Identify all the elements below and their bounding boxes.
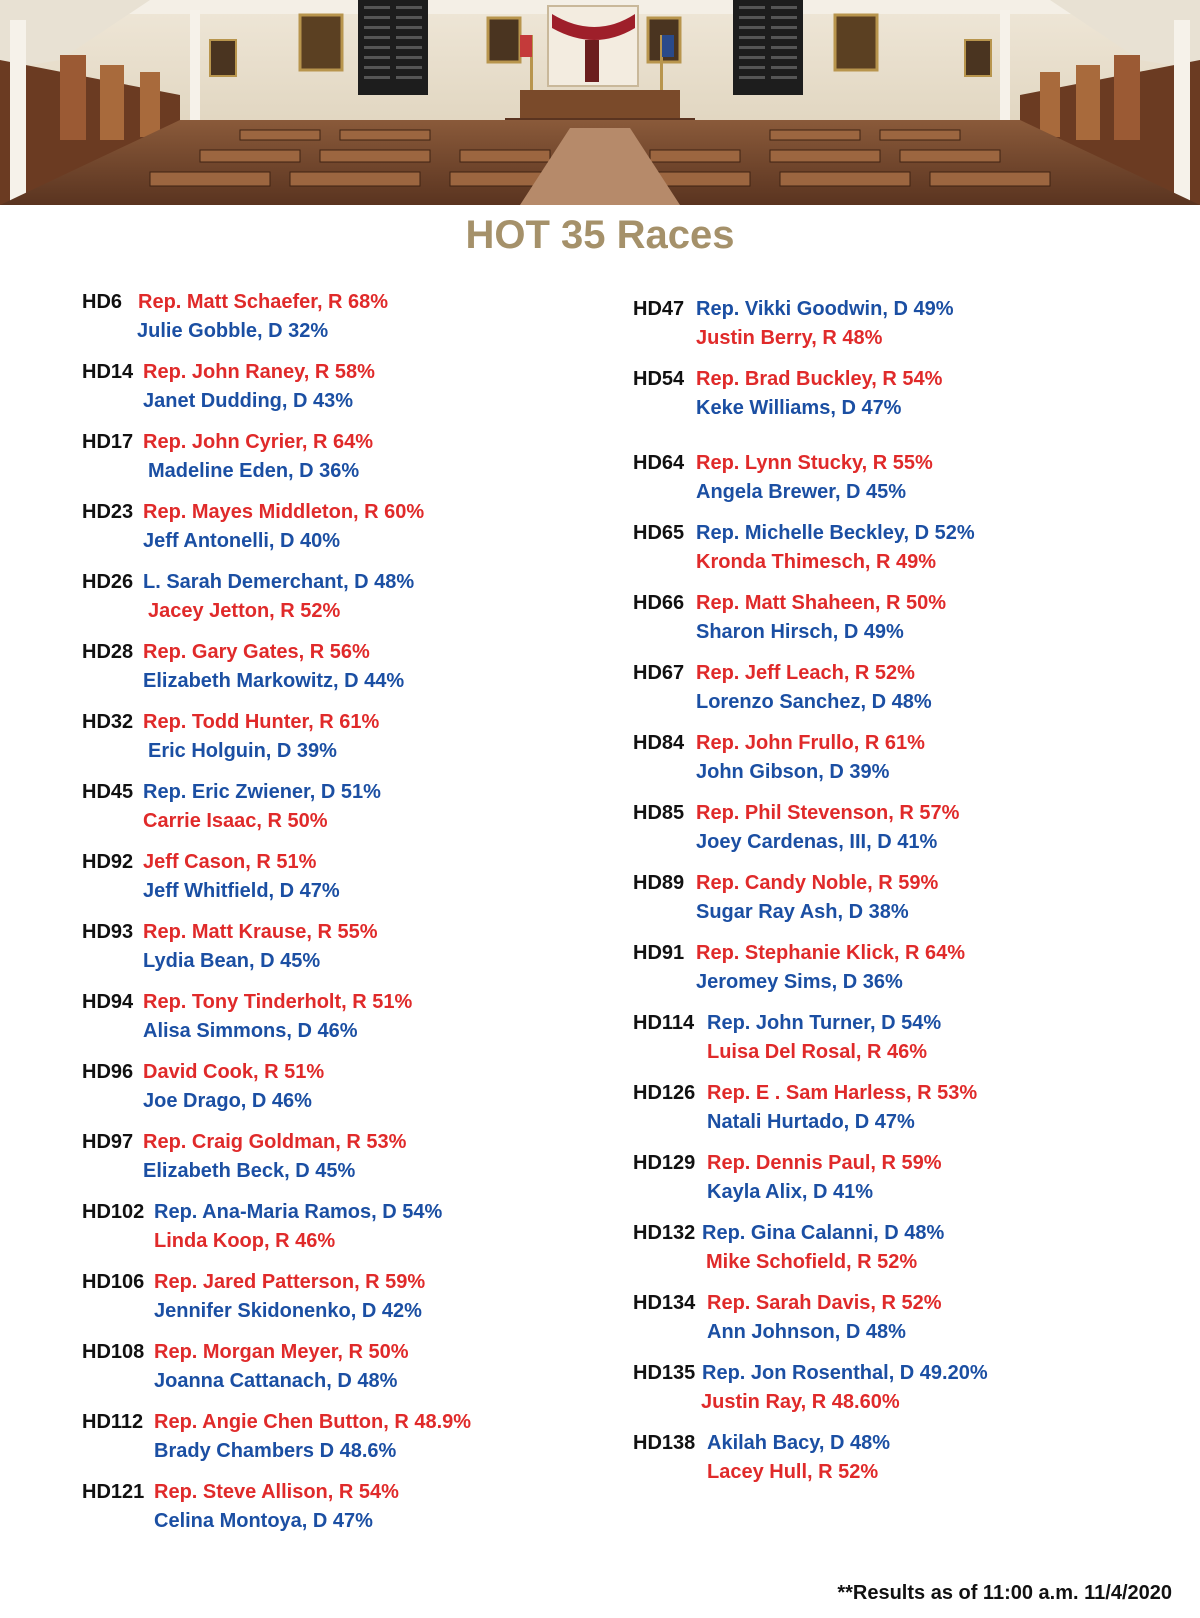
candidate-result: Rep. Morgan Meyer, R 50% — [154, 1341, 409, 1363]
district-label: HD45 — [82, 781, 134, 803]
race-block — [82, 358, 471, 416]
candidate-result: Jacey Jetton, R 52% — [148, 600, 341, 622]
race-block — [82, 568, 471, 626]
candidate-result: Angela Brewer, D 45% — [696, 481, 907, 503]
candidate-result: Rep. Eric Zwiener, D 51% — [143, 781, 381, 803]
candidate-result: Rep. Matt Krause, R 55% — [143, 921, 378, 943]
district-label: HD96 — [82, 1061, 134, 1083]
district-label: HD6 — [82, 291, 123, 313]
candidate-result: Rep. Matt Schaefer, R 68% — [138, 291, 389, 313]
candidate-result: Rep. Jeff Leach, R 52% — [696, 662, 915, 684]
race-block — [82, 638, 471, 696]
race-block — [82, 288, 471, 346]
candidate-result: Joey Cardenas, III, D 41% — [696, 831, 938, 853]
district-label: HD121 — [82, 1481, 145, 1503]
candidate-result: Kayla Alix, D 41% — [707, 1181, 874, 1203]
candidate-result: Luisa Del Rosal, R 46% — [707, 1041, 928, 1063]
candidate-result: Rep. Candy Noble, R 59% — [696, 872, 939, 894]
race-block — [82, 708, 471, 766]
district-label: HD94 — [82, 991, 134, 1013]
district-label: HD108 — [82, 1341, 145, 1363]
candidate-result: Joe Drago, D 46% — [143, 1090, 312, 1112]
race-block — [633, 1429, 988, 1487]
race-block — [633, 659, 988, 717]
race-block — [82, 1408, 471, 1466]
candidate-result: Brady Chambers D 48.6% — [154, 1440, 397, 1462]
candidate-result: Kronda Thimesch, R 49% — [696, 551, 937, 573]
candidate-result: Rep. Sarah Davis, R 52% — [707, 1292, 942, 1314]
race-block — [82, 918, 471, 976]
page-title: HOT 35 Races — [465, 213, 735, 257]
candidate-result: Rep. E . Sam Harless, R 53% — [707, 1082, 978, 1104]
race-block — [82, 1128, 471, 1186]
district-label: HD102 — [82, 1201, 145, 1223]
district-label: HD92 — [82, 851, 134, 873]
district-label: HD97 — [82, 1131, 134, 1153]
candidate-result: Rep. Gary Gates, R 56% — [143, 641, 370, 663]
candidate-result: Jeff Whitfield, D 47% — [143, 880, 340, 902]
candidate-result: Jeff Cason, R 51% — [143, 851, 317, 873]
district-label: HD126 — [633, 1082, 696, 1104]
candidate-result: Carrie Isaac, R 50% — [143, 810, 328, 832]
candidate-result: Madeline Eden, D 36% — [148, 460, 360, 482]
race-block — [82, 498, 471, 556]
candidate-result: Julie Gobble, D 32% — [137, 320, 329, 342]
district-label: HD26 — [82, 571, 134, 593]
candidate-result: David Cook, R 51% — [143, 1061, 325, 1083]
candidate-result: Rep. Mayes Middleton, R 60% — [143, 501, 425, 523]
district-label: HD134 — [633, 1292, 696, 1314]
candidate-result: Justin Ray, R 48.60% — [701, 1391, 900, 1413]
race-block — [633, 1079, 988, 1137]
candidate-result: Rep. Jon Rosenthal, D 49.20% — [702, 1362, 988, 1384]
candidate-result: Rep. Brad Buckley, R 54% — [696, 368, 943, 390]
candidate-result: Rep. John Turner, D 54% — [707, 1012, 942, 1034]
candidate-result: Sharon Hirsch, D 49% — [696, 621, 904, 643]
candidate-result: Jennifer Skidonenko, D 42% — [154, 1300, 422, 1322]
candidate-result: Elizabeth Beck, D 45% — [143, 1160, 356, 1182]
race-block — [82, 1478, 471, 1536]
race-block — [82, 1338, 471, 1396]
race-block — [82, 778, 471, 836]
candidate-result: Rep. Dennis Paul, R 59% — [707, 1152, 942, 1174]
district-label: HD14 — [82, 361, 134, 383]
district-label: HD106 — [82, 1271, 145, 1293]
race-block — [82, 1058, 471, 1116]
race-block — [633, 729, 988, 787]
district-label: HD28 — [82, 641, 134, 663]
district-label: HD85 — [633, 802, 685, 824]
district-label: HD91 — [633, 942, 685, 964]
race-block — [633, 449, 988, 507]
candidate-result: Jeromey Sims, D 36% — [696, 971, 903, 993]
candidate-result: Rep. Ana-Maria Ramos, D 54% — [154, 1201, 443, 1223]
candidate-result: Elizabeth Markowitz, D 44% — [143, 670, 405, 692]
candidate-result: Rep. Craig Goldman, R 53% — [143, 1131, 407, 1153]
district-label: HD112 — [82, 1411, 144, 1433]
race-block — [633, 799, 988, 857]
race-block — [633, 1359, 988, 1417]
race-block — [633, 519, 988, 577]
candidate-result: Rep. Tony Tinderholt, R 51% — [143, 991, 413, 1013]
candidate-result: Lorenzo Sanchez, D 48% — [696, 691, 932, 713]
header-chamber-photo — [0, 0, 1200, 205]
race-block — [82, 848, 471, 906]
candidate-result: Ann Johnson, D 48% — [707, 1321, 906, 1343]
candidate-result: Rep. John Cyrier, R 64% — [143, 431, 374, 453]
candidate-result: Mike Schofield, R 52% — [706, 1251, 918, 1273]
candidate-result: Rep. Phil Stevenson, R 57% — [696, 802, 960, 824]
candidate-result: Sugar Ray Ash, D 38% — [696, 901, 909, 923]
district-label: HD93 — [82, 921, 134, 943]
district-label: HD17 — [82, 431, 134, 453]
district-label: HD23 — [82, 501, 134, 523]
left-race-column — [82, 288, 471, 1548]
race-block — [82, 1268, 471, 1326]
candidate-result: Linda Koop, R 46% — [154, 1230, 336, 1252]
candidate-result: Lacey Hull, R 52% — [707, 1461, 879, 1483]
candidate-result: Alisa Simmons, D 46% — [143, 1020, 358, 1042]
candidate-result: Natali Hurtado, D 47% — [707, 1111, 915, 1133]
race-block — [633, 1219, 988, 1277]
district-label: HD89 — [633, 872, 685, 894]
candidate-result: Akilah Bacy, D 48% — [707, 1432, 891, 1454]
candidate-result: Janet Dudding, D 43% — [143, 390, 354, 412]
race-block — [633, 1149, 988, 1207]
race-block — [633, 1289, 988, 1347]
candidate-result: Rep. Matt Shaheen, R 50% — [696, 592, 947, 614]
candidate-result: Celina Montoya, D 47% — [154, 1510, 373, 1532]
district-label: HD66 — [633, 592, 685, 614]
candidate-result: Rep. Angie Chen Button, R 48.9% — [154, 1411, 472, 1433]
candidate-result: Rep. Michelle Beckley, D 52% — [696, 522, 975, 544]
results-timestamp-note: **Results as of 11:00 a.m. 11/4/2020 — [837, 1582, 1172, 1604]
candidate-result: Rep. Gina Calanni, D 48% — [702, 1222, 945, 1244]
race-block — [633, 589, 988, 647]
district-label: HD65 — [633, 522, 685, 544]
race-block — [633, 1009, 988, 1067]
candidate-result: L. Sarah Demerchant, D 48% — [143, 571, 415, 593]
candidate-result: Justin Berry, R 48% — [696, 327, 883, 349]
candidate-result: Jeff Antonelli, D 40% — [143, 530, 341, 552]
district-label: HD64 — [633, 452, 685, 474]
candidate-result: Joanna Cattanach, D 48% — [154, 1370, 398, 1392]
district-label: HD138 — [633, 1432, 696, 1454]
race-block — [633, 869, 988, 927]
race-block — [633, 365, 988, 423]
candidate-result: Rep. Lynn Stucky, R 55% — [696, 452, 933, 474]
district-label: HD135 — [633, 1362, 696, 1384]
candidate-result: Eric Holguin, D 39% — [148, 740, 337, 762]
right-race-column — [633, 295, 988, 1499]
race-block — [633, 295, 988, 353]
district-label: HD54 — [633, 368, 685, 390]
candidate-result: Rep. Steve Allison, R 54% — [154, 1481, 399, 1503]
candidate-result: Rep. Vikki Goodwin, D 49% — [696, 298, 954, 320]
candidate-result: Rep. John Frullo, R 61% — [696, 732, 925, 754]
district-label: HD84 — [633, 732, 685, 754]
district-label: HD114 — [633, 1012, 695, 1034]
race-block — [82, 1198, 471, 1256]
district-label: HD32 — [82, 711, 134, 733]
candidate-result: Rep. Stephanie Klick, R 64% — [696, 942, 965, 964]
district-label: HD47 — [633, 298, 685, 320]
candidate-result: Keke Williams, D 47% — [696, 397, 902, 419]
race-block — [633, 939, 988, 997]
candidate-result: John Gibson, D 39% — [696, 761, 890, 783]
district-label: HD67 — [633, 662, 685, 684]
candidate-result: Rep. John Raney, R 58% — [143, 361, 375, 383]
candidate-result: Rep. Jared Patterson, R 59% — [154, 1271, 426, 1293]
candidate-result: Lydia Bean, D 45% — [143, 950, 321, 972]
candidate-result: Rep. Todd Hunter, R 61% — [143, 711, 380, 733]
race-block — [82, 988, 471, 1046]
district-label: HD132 — [633, 1222, 696, 1244]
district-label: HD129 — [633, 1152, 696, 1174]
race-block — [82, 428, 471, 486]
